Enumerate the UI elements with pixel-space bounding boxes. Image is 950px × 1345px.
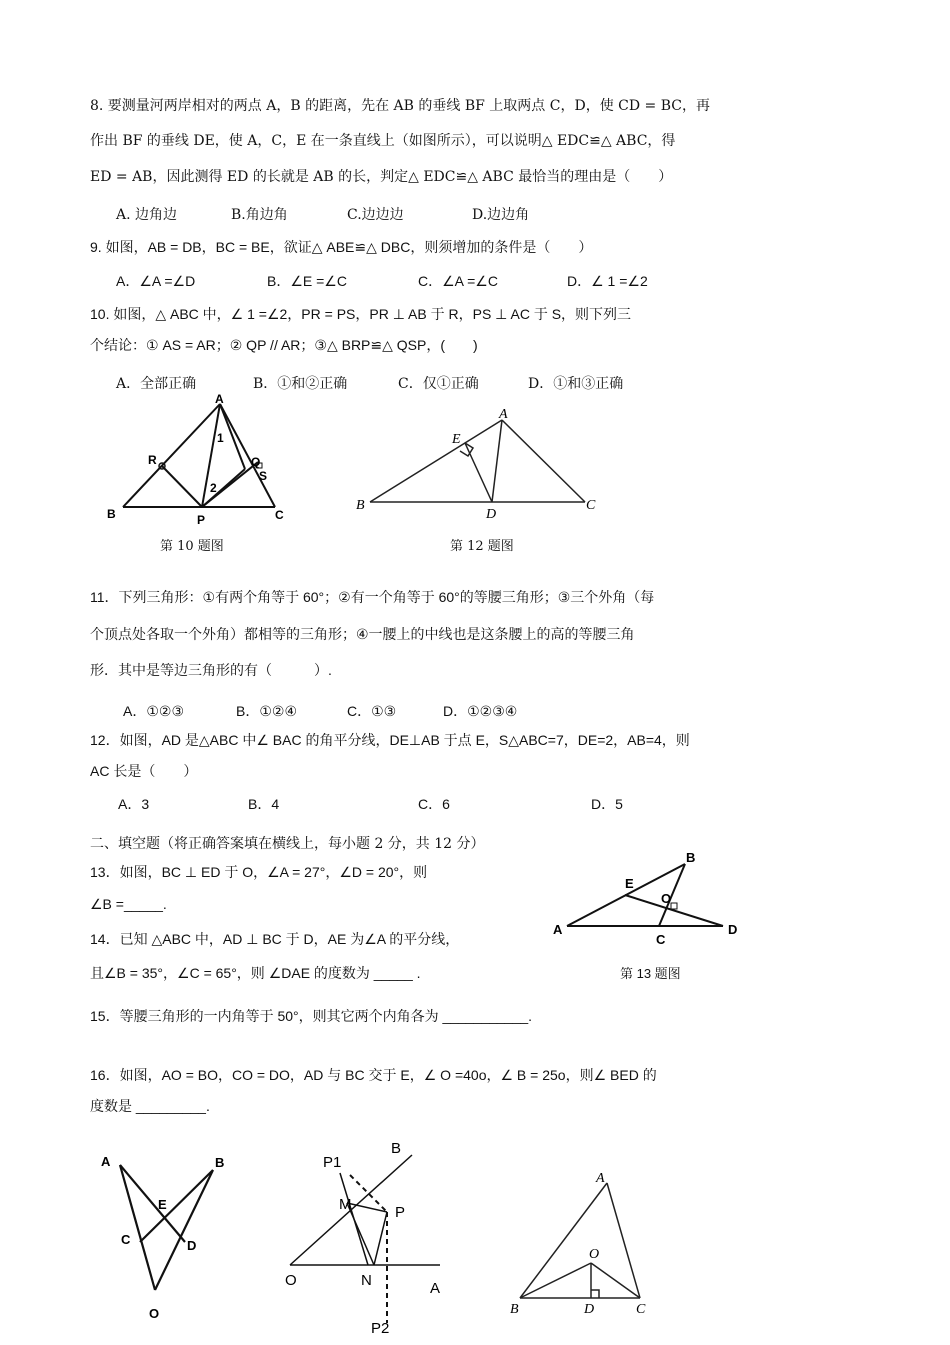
q12-option-a: A．3	[118, 796, 150, 812]
mid-label-p2: P2	[371, 1320, 390, 1337]
q11-option-c: C．①③	[347, 703, 397, 719]
q9-option-d: D．∠ 1 =∠2	[567, 273, 648, 289]
q10-option-a: A．全部正确	[116, 376, 197, 392]
q9-text: 9. 如图，AB = DB，BC = BE，欲证△ ABE≌△ DBC，则须增加的条件是（ ）	[90, 239, 593, 255]
q16-line2: 度数是 _________.	[90, 1098, 210, 1114]
mid-label-p: P	[395, 1204, 406, 1221]
right-label-b: B	[510, 1302, 519, 1317]
q15-text: 15．等腰三角形的一内角等于 50°，则其它两个内角各为 ___________.	[90, 1008, 533, 1024]
q8-option-c: C.边边边	[347, 207, 404, 223]
q10-option-c: C．仅①正确	[398, 376, 479, 392]
figure-16	[95, 1145, 245, 1325]
q10-option-b: B．①和②正确	[253, 376, 348, 392]
fig13-label-e: E	[625, 876, 634, 891]
q14-line2: 且∠B = 35°，∠C = 65°，则 ∠DAE 的度数为 _____ .	[90, 965, 421, 981]
q11-option-d: D．①②③④	[443, 703, 518, 719]
q13-line2: ∠B =_____.	[90, 896, 167, 912]
q11-line1: 11．下列三角形：①有两个角等于 60°；②有一个角等于 60°的等腰三角形；③三个外角（每	[90, 589, 655, 605]
q8-line2: 作出 BF 的垂线 DE，使 A，C，E 在一条直线上（如图所示），可以说明△ EDC≌△ ABC，得	[90, 133, 676, 149]
q11-line2: 个顶点处各取一个外角）都相等的三角形；④一腰上的中线也是这条腰上的高的等腰三角	[90, 626, 635, 642]
q8-line3: ED = AB，因此测得 ED 的长就是 AB 的长，判定△ EDC≌△ ABC 最恰当的理由是（ ）	[90, 169, 673, 185]
q10-line2: 个结论：① AS = AR；② QP // AR；③△ BRP≌△ QSP，( )	[90, 337, 478, 353]
q12-option-b: B．4	[248, 796, 280, 812]
fig13-label-a: A	[553, 922, 563, 937]
q12-option-c: C．6	[418, 796, 450, 812]
fig10-label-1: 1	[217, 431, 224, 445]
fig10-label-c: C	[275, 508, 284, 522]
right-label-o: O	[589, 1247, 600, 1262]
q11-option-a: A．①②③	[123, 703, 184, 719]
q12-line2: AC 长是（ ）	[90, 763, 198, 779]
q8-option-b: B.角边角	[231, 207, 288, 223]
fig12-label-b: B	[356, 498, 365, 513]
fig12-label-d: D	[486, 507, 497, 522]
mid-label-n: N	[361, 1272, 372, 1289]
fig16-label-e: E	[158, 1197, 167, 1212]
mid-label-p1: P1	[323, 1154, 342, 1171]
figure-angle-reflection	[275, 1135, 465, 1340]
fig10-label-q: Q	[251, 455, 261, 469]
q9-option-c: C．∠A =∠C	[418, 273, 498, 289]
fig10-label-b: B	[107, 507, 116, 521]
fig16-label-d: D	[187, 1238, 197, 1253]
fig13-label-b: B	[686, 850, 696, 865]
q10-line1: 10. 如图，△ ABC 中，∠ 1 =∠2，PR = PS，PR ⊥ AB 于 R，PS ⊥ AC 于 S，则下列三	[90, 306, 632, 322]
fig12-label-a: A	[499, 407, 508, 422]
q13-line1: 13．如图，BC ⊥ ED 于 O，∠A = 27°，∠D = 20°，则	[90, 864, 428, 880]
q9-option-b: B．∠E =∠C	[267, 273, 347, 289]
fig13-label-d: D	[728, 922, 738, 937]
fig12-label-e: E	[452, 432, 461, 447]
fig10-label-s: S	[259, 469, 268, 483]
fig10-label-2: 2	[210, 481, 217, 495]
fig13-label-o: O	[661, 891, 672, 906]
fig16-label-c: C	[121, 1232, 131, 1247]
mid-label-b: B	[391, 1140, 402, 1157]
fig12-label-c: C	[586, 498, 596, 513]
fig10-label-a: A	[215, 392, 224, 406]
mid-label-m: M	[339, 1196, 352, 1213]
right-label-d: D	[584, 1302, 595, 1317]
fig10-label-r: R	[148, 453, 157, 467]
section-2-heading: 二、填空题（将正确答案填在横线上，每小题 2 分，共 12 分）	[90, 836, 485, 852]
mid-label-o: O	[285, 1272, 297, 1289]
q8-line1: 8. 要测量河两岸相对的两点 A，B 的距离，先在 AB 的垂线 BF 上取两点 C，D，使 CD = BC，再	[90, 98, 710, 114]
figure-10	[95, 392, 305, 532]
fig13-label-c: C	[656, 932, 666, 947]
q8-option-d: D.边边角	[472, 207, 530, 223]
fig10-label-p: P	[197, 513, 206, 527]
figure-triangle-abc	[505, 1165, 670, 1325]
fig13-caption: 第 13 题图	[620, 966, 681, 981]
q12-line1: 12．如图，AD 是△ABC 中∠ BAC 的角平分线，DE⊥AB 于点 E，S△ABC=7，DE=2，AB=4，则	[90, 732, 690, 748]
fig16-label-a: A	[101, 1154, 111, 1169]
right-label-a: A	[596, 1171, 605, 1186]
fig16-label-o: O	[149, 1306, 160, 1321]
mid-label-a: A	[430, 1280, 441, 1297]
q8-option-a: A. 边角边	[116, 207, 178, 223]
right-label-c: C	[636, 1302, 646, 1317]
q14-line1: 14．已知 △ABC 中，AD ⊥ BC 于 D，AE 为∠A 的平分线，	[90, 931, 460, 947]
fig16-label-b: B	[215, 1155, 225, 1170]
fig12-caption: 第 12 题图	[450, 539, 514, 554]
q10-option-d: D．①和③正确	[528, 376, 624, 392]
q9-option-a: A．∠A =∠D	[116, 273, 196, 289]
q12-option-d: D．5	[591, 796, 623, 812]
figure-13	[545, 848, 755, 958]
fig10-caption: 第 10 题图	[160, 539, 224, 554]
q11-line3: 形．其中是等边三角形的有（ ）.	[90, 662, 332, 678]
figure-12	[350, 405, 610, 525]
q11-option-b: B．①②④	[236, 703, 297, 719]
q16-line1: 16．如图，AO = BO，CO = DO，AD 与 BC 交于 E，∠ O =40o，∠ B = 25o，则∠ BED 的	[90, 1067, 657, 1083]
